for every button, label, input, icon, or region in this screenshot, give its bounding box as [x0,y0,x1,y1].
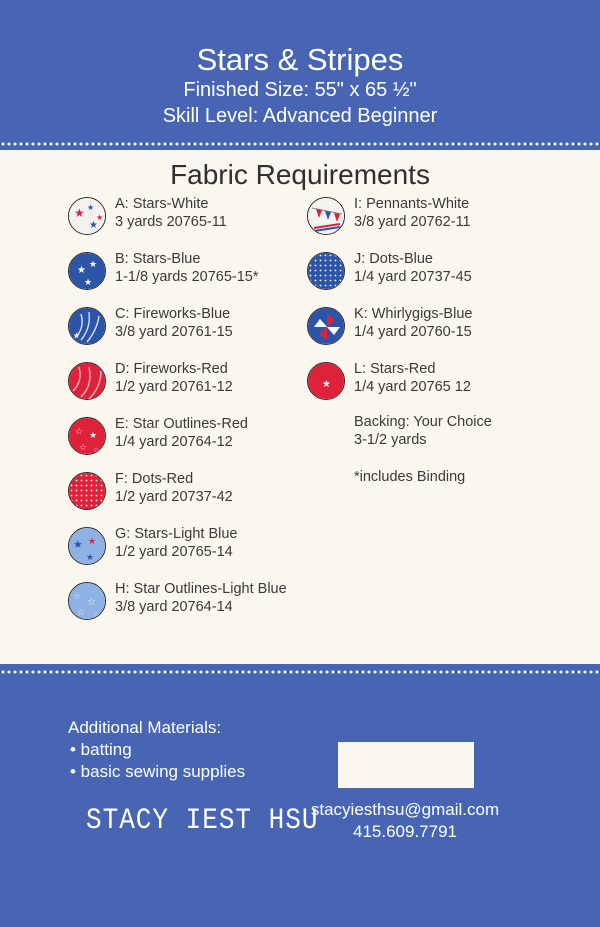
fireworks-red-swatch-icon [68,362,106,400]
fabric-name: K: Whirlygigs-Blue [354,306,473,322]
stars-blue-swatch-icon [68,252,106,290]
fabric-name: I: Pennants-White [354,196,470,212]
fabric-spec: 1/2 yard 20761-12 [115,379,233,395]
contact-phone: 415.609.7791 [353,822,457,841]
pattern-footer [0,678,600,927]
material-item: • batting [70,740,132,759]
star-outlines-light-blue-swatch-icon [68,582,106,620]
dots-blue-swatch-icon [307,252,345,290]
material-item: • basic sewing supplies [70,762,246,781]
backing-amount: 3-1/2 yards [354,432,427,448]
svg-text:★: ★ [74,206,85,220]
svg-text:★: ★ [86,552,95,562]
stars-white-swatch-icon [68,197,106,235]
fabric-name: D: Fireworks-Red [115,361,228,377]
dotted-divider-top [0,142,600,146]
contact-email: stacyiesthsu@gmail.com [310,800,500,819]
fabric-name: F: Dots-Red [115,471,194,487]
svg-text:☆: ☆ [79,442,88,452]
pattern-header [0,0,600,142]
fabric-name: L: Stars-Red [354,361,436,377]
svg-text:★: ★ [88,536,97,546]
fabric-spec: 3/8 yard 20761-15 [115,324,233,340]
dots-red-swatch-icon [68,472,106,510]
fabric-requirements-heading: Fabric Requirements [170,159,430,190]
svg-text:★: ★ [89,259,98,269]
blank-label-box [338,742,474,788]
fabric-name: C: Fireworks-Blue [115,306,231,322]
fabric-spec: 1/4 yard 20765 12 [354,379,471,395]
svg-text:★: ★ [89,430,98,440]
fabric-spec: 1-1/8 yards 20765-15* [115,269,259,285]
whirlygigs-blue-swatch-icon [307,307,345,345]
skill-level: Skill Level: Advanced Beginner [162,105,438,127]
star-outlines-red-swatch-icon [68,417,106,455]
fabric-requirements-panel [0,150,600,664]
additional-materials-title: Additional Materials: [68,718,222,737]
backing-label: Backing: Your Choice [354,414,492,430]
svg-text:☆: ☆ [75,426,84,436]
svg-text:★: ★ [322,379,331,390]
svg-text:☆: ☆ [87,597,96,608]
fabric-spec: 1/4 yard 20764-12 [115,434,233,450]
svg-text:★: ★ [96,213,104,222]
fabric-name: J: Dots-Blue [354,251,433,267]
svg-text:☆: ☆ [73,591,82,601]
designer-logo: STACY IEST HSU [86,802,319,838]
svg-text:☆: ☆ [77,607,86,617]
pattern-title: Stars & Stripes [196,42,404,77]
svg-text:☆: ☆ [93,447,100,454]
svg-text:★: ★ [77,265,86,276]
svg-text:★: ★ [87,203,95,212]
svg-text:★: ★ [84,277,93,287]
svg-text:☆: ☆ [93,612,100,619]
fabric-spec: 3 yards 20765-11 [115,214,227,230]
binding-note: *includes Binding [354,469,466,485]
finished-size: Finished Size: 55" x 65 ½" [183,79,417,101]
stars-red-swatch-icon [307,362,345,400]
fireworks-blue-swatch-icon [68,307,106,345]
fabric-spec: 3/8 yard 20764-14 [115,599,233,615]
fabric-name: G: Stars-Light Blue [115,526,238,542]
fabric-name: B: Stars-Blue [115,251,201,267]
svg-text:★: ★ [73,539,83,551]
fabric-name: H: Star Outlines-Light Blue [115,581,287,597]
svg-text:★: ★ [89,220,98,231]
fabric-spec: 1/4 yard 20760-15 [354,324,472,340]
fabric-name: E: Star Outlines-Red [115,416,248,432]
dotted-divider-bottom [0,670,600,674]
pennants-white-swatch-icon [307,197,345,235]
fabric-spec: 1/2 yard 20737-42 [115,489,233,505]
fabric-spec: 1/2 yard 20765-14 [115,544,233,560]
svg-text:★: ★ [73,331,81,340]
fabric-spec: 1/4 yard 20737-45 [354,269,472,285]
fabric-spec: 3/8 yard 20762-11 [354,214,471,230]
fabric-name: A: Stars-White [115,196,209,212]
stars-light-blue-swatch-icon [68,527,106,565]
